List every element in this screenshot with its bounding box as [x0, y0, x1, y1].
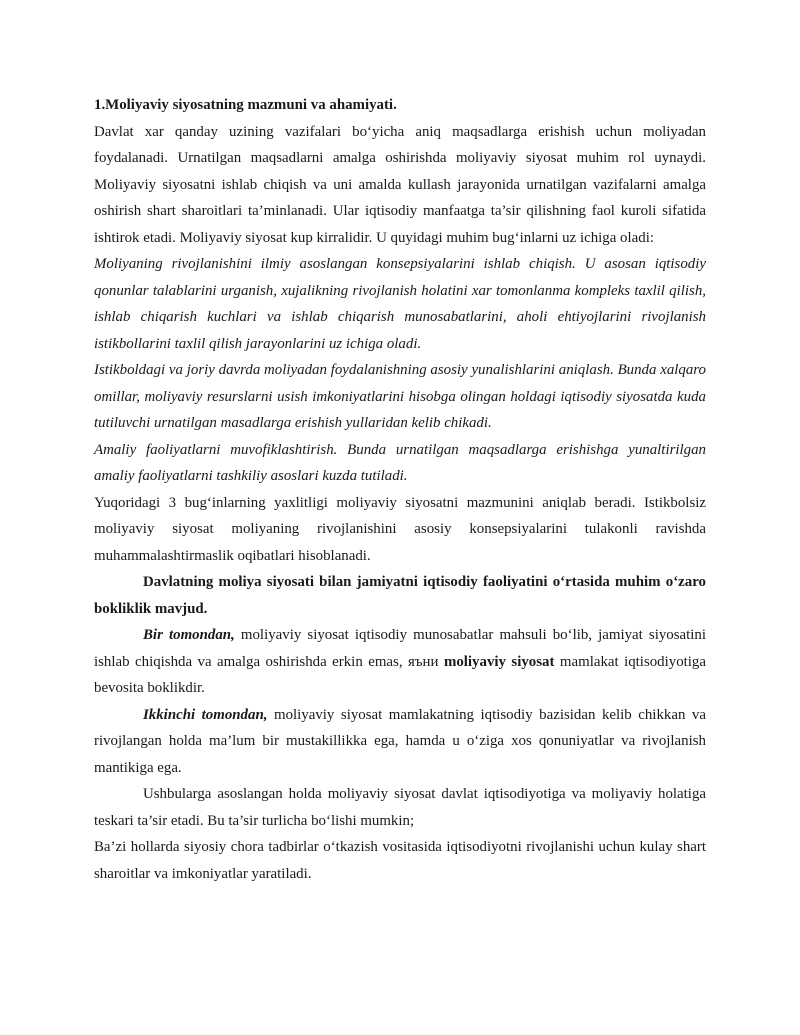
- first-side-lead: Bir tomondan,: [143, 627, 235, 643]
- first-side-text-2: mamlakat iqtisodiyotiga bevosita boklikdir.: [94, 653, 706, 696]
- paragraph-relationship-heading: Davlatning moliya siyosati bilan jamiyatni iqtisodiy faoliyatini o‘rtasida muhim o‘zaro bokliklik mavjud.: [94, 574, 706, 617]
- paragraph-conditions: Ba’zi hollarda siyosiy chora tadbirlar o‘tkazish vositasida iqtisodiyotni rivojlanishi uchun kulay shart sharoitlar va imkoniyatlar yaratiladi.: [94, 839, 706, 882]
- paragraph-inverse-effect: Ushbularga asoslangan holda moliyaviy siyosat davlat iqtisodiyotiga va moliyaviy holatiga teskari ta’sir etadi. Bu ta’sir turlicha bo‘lishi mumkin;: [94, 786, 706, 829]
- section-title: 1.Moliyaviy siyosatning mazmuni va ahamiyati.: [94, 97, 397, 113]
- first-side-text-1: moliyaviy siyosat iqtisodiy munosabatlar mahsuli bo‘lib, jamiyat siyosatini ishlab chiqishda va amalga oshirishda erkin emas, яъни: [94, 627, 707, 670]
- paragraph-directions: Istikboldagi va joriy davrda moliyadan foydalanishning asosiy yunalishlarini aniqlash. Bunda xalqaro omillar, moliyaviy resurslarni usish imkoniyatlarini hisobga olingan holdagi iqtisodiy siyosatda kuda tutiluvchi urnatilgan masadlarga erishish yullaridan kelib chikadi.: [94, 362, 706, 431]
- paragraph-summary: Yuqoridagi 3 bug‘inlarning yaxlitligi moliyaviy siyosatni mazmunini aniqlab beradi. Istikbolsiz moliyaviy siyosat moliyaning rivojlanishini asosiy konsepsiyalarini tulakonli ravishda muhammalashtirmaslik oqibatlari hisoblanadi.: [94, 494, 706, 564]
- paragraph-first-side: [94, 622, 706, 702]
- paragraph-coordination: Amaliy faoliyatlarni muvofiklashtirish. Bunda urnatilgan maqsadlarga erishishga yunaltirilgan amaliy faoliyatlarni tashkiliy asoslari kuzda tutiladi.: [94, 441, 706, 484]
- paragraph-concepts: Moliyaning rivojlanishini ilmiy asoslangan konsepsiyalarini ishlab chiqish. U asosan iqtisodiy qonunlar talablarini urganish, xujalikning rivojlanish holatini xar tomonlanma kompleks taxlil qilish, ishlab chiqarish kuchlari va ishlab chiqarish munosabatlarini, aholi ehtiyojlarini rivojlanish istikbollarini taxlil qilish jarayonlarini uz ichiga oladi.: [94, 256, 706, 352]
- second-side-text: moliyaviy siyosat mamlakatning iqtisodiy bazisidan kelib chikkan va rivojlangan holda ma’lum bir mustakillikka ega, hamda u o‘ziga xos qonuniyatlar va rivojlanish mantikiga ega.: [94, 706, 706, 776]
- paragraph-intro: Davlat xar qanday uzining vazifalari bo‘yicha aniq maqsadlarga erishish uchun moliyadan foydalanadi. Urnatilgan maqsadlarni amalga oshirishda moliyaviy siyosat muhim rol uynaydi. Moliyaviy siyosatni ishlab chiqish va uni amalda kullash jarayonida urnatilgan vazifalarni amalga oshirish shart sharoitlari ta’minlanadi. Ular iqtisodiy manfaatga ta’sir qilishning faol kuroli sifatida ishtirok etadi. Moliyaviy siyosat kup kirralidir. U quyidagi muhim bug‘inlarni uz ichiga oladi:: [94, 123, 706, 246]
- first-side-bold-term: moliyaviy siyosat: [443, 653, 555, 670]
- second-side-lead: Ikkinchi tomondan,: [143, 706, 268, 723]
- paragraph-second-side: [94, 702, 706, 782]
